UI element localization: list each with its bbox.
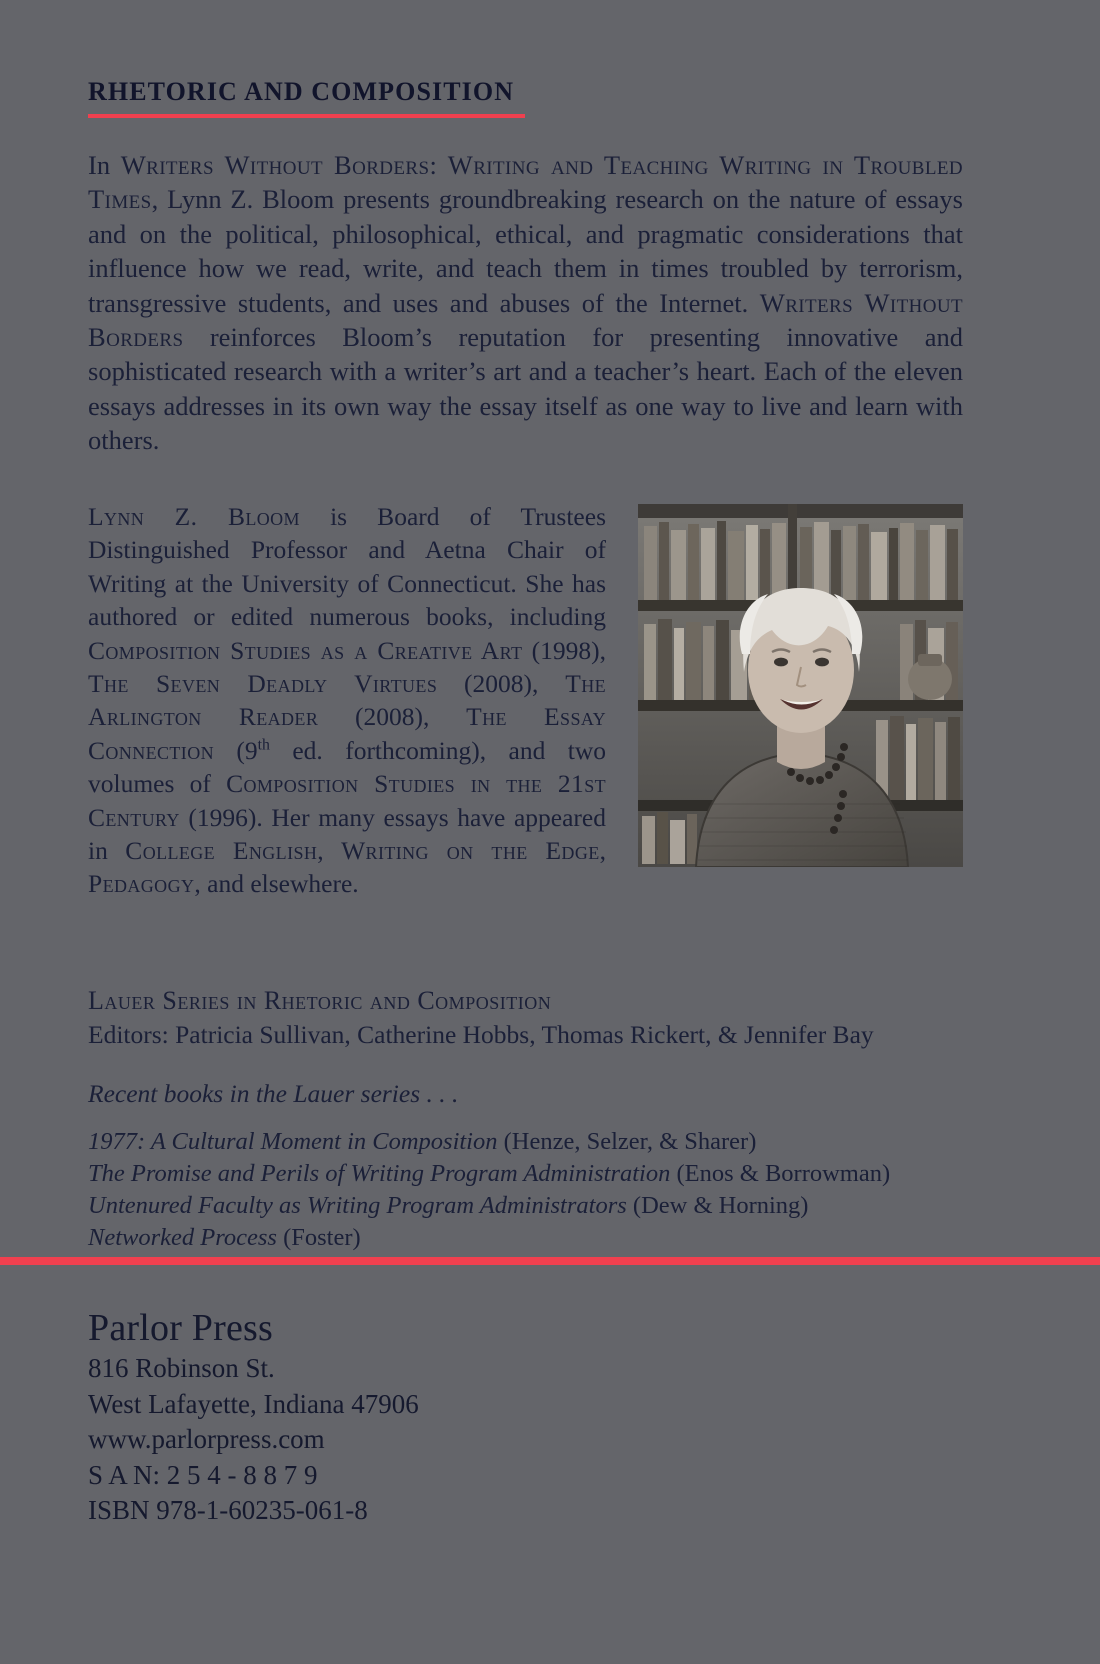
bio-text-10: , and elsewhere. — [194, 869, 359, 899]
bio-journal-3: Pedagogy — [88, 869, 195, 899]
bio-book-4: The Essay Connection — [88, 702, 606, 765]
heading-underline-rule — [88, 114, 525, 118]
blurb-text-2: reinforces Bloom’s reputation for presenting innovative and sophisticated research with a writer’s art and a teacher’s heart. Each of the eleven essays addresses in its own way the essay itself as one way to live and learn with others. — [88, 322, 963, 456]
bio-text-6: ed. forthcoming), and two volumes of — [88, 735, 606, 799]
page-title: RHETORIC AND COMPOSITION — [88, 77, 515, 106]
book-authors: (Foster) — [276, 1224, 361, 1251]
bio-text-3: (2008), — [437, 669, 566, 699]
bio-text-4: (2008), — [318, 702, 467, 732]
bio-text-5: (9 — [214, 735, 258, 765]
series-section — [88, 985, 978, 1254]
book-authors: (Enos & Borrowman) — [670, 1160, 891, 1187]
book-description — [88, 148, 963, 458]
book-authors: (Henze, Selzer, & Sharer) — [497, 1128, 757, 1155]
blurb-title-main: Writers Without Borders: Writing and Teaching Writing in Troubled Times — [88, 150, 964, 215]
book-title: The Promise and Perils of Writing Program Administration — [88, 1160, 671, 1187]
section-heading — [88, 78, 1008, 118]
publisher-san: S A N: 2 5 4 - 8 8 7 9 — [88, 1459, 318, 1490]
blurb-title-short: Writers Without Borders — [88, 287, 963, 353]
bio-book-2: The Seven Deadly Virtues — [88, 669, 438, 699]
list-item — [88, 1126, 978, 1158]
bio-book-5: Composition Studies in the 21st Century — [88, 769, 606, 832]
series-editors: Editors: Patricia Sullivan, Catherine Hobbs, Thomas Rickert, & Jennifer Bay — [88, 1020, 874, 1049]
bio-book-3: The Arlington Reader — [88, 669, 606, 732]
footer-divider-rule — [0, 1257, 1100, 1265]
book-authors: (Dew & Horning) — [626, 1192, 809, 1219]
book-title: Networked Process — [88, 1224, 277, 1251]
bio-text-2: (1998), — [522, 635, 606, 665]
author-portrait-illustration — [638, 504, 963, 867]
author-photo — [638, 504, 963, 867]
publisher-street: 816 Robinson St. — [88, 1353, 275, 1383]
book-title: Untenured Faculty as Writing Program Administrators — [88, 1192, 627, 1219]
list-item — [88, 1158, 978, 1190]
bio-book-1: Composition Studies as a Creative Art — [88, 635, 523, 665]
recent-books-list — [88, 1126, 978, 1254]
publisher-isbn: ISBN 978-1-60235-061-8 — [88, 1495, 368, 1525]
publisher-website[interactable]: www.parlorpress.com — [88, 1424, 325, 1454]
bio-text-8: , — [317, 836, 342, 866]
bio-text-9: , — [599, 836, 606, 866]
recent-books-label: Recent books in the Lauer series . . . — [88, 1079, 459, 1108]
publisher-block — [88, 1305, 688, 1529]
bio-ordinal-suffix: th — [257, 736, 270, 754]
bio-text-7: (1996). Her many essays have appeared in — [88, 802, 606, 866]
author-bio-section — [88, 500, 963, 901]
bio-journal-1: College English — [125, 836, 318, 866]
list-item — [88, 1190, 978, 1222]
bio-author-name: Lynn Z. Bloom — [88, 502, 300, 531]
publisher-city-state-zip: West Lafayette, Indiana 47906 — [88, 1388, 419, 1419]
book-title: 1977: A Cultural Moment in Composition — [88, 1128, 498, 1155]
blurb-text-1: , Lynn Z. Bloom presents groundbreaking research on the nature of essays and on the political, philosophical, ethical, and pragmatic considerations that influence how we read, write, and teach them in times troubled by terrorism, transgressive students, and uses and abuses of the Internet. — [88, 184, 963, 318]
author-bio-text — [88, 500, 606, 901]
bio-journal-2: Writing on the Edge — [341, 836, 600, 866]
series-name: Lauer Series in Rhetoric and Composition — [88, 986, 552, 1015]
blurb-text-0: In — [88, 150, 121, 180]
publisher-name: Parlor Press — [88, 1307, 273, 1349]
bio-text-1: is Board of Trustees Distinguished Professor and Aetna Chair of Writing at the University of Connecticut. She has authored or edited numerous books, including — [88, 502, 606, 632]
list-item — [88, 1222, 978, 1254]
